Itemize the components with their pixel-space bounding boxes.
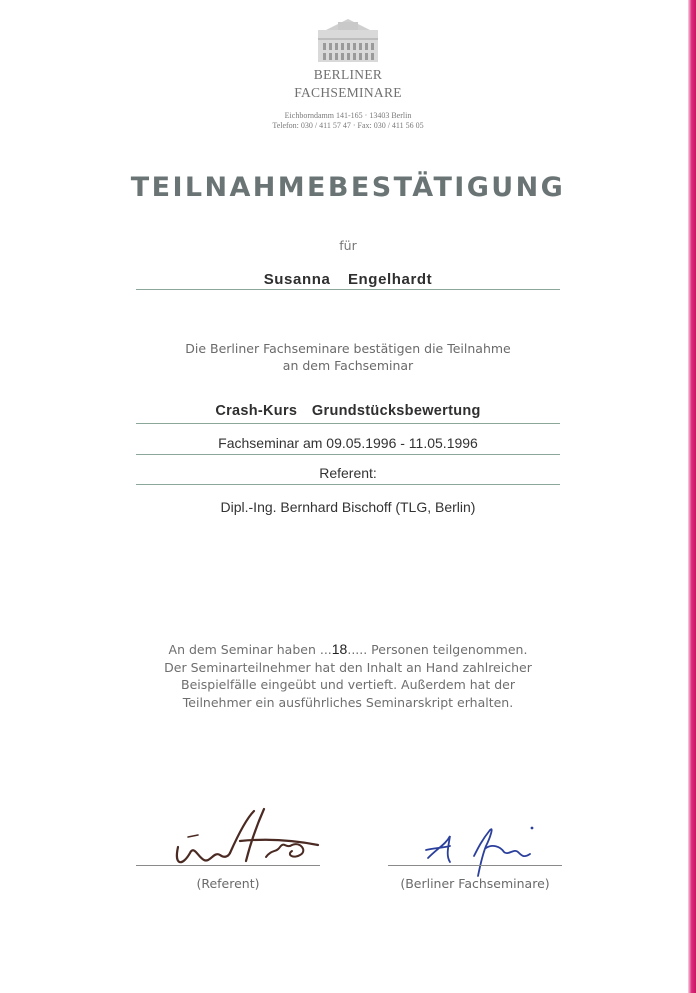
participants-suffix: ..... Personen teilgenommen. xyxy=(347,642,528,657)
referent-rule xyxy=(136,484,560,485)
contact-line: Telefon: 030 / 411 57 47 · Fax: 030 / 411 56 05 xyxy=(272,120,424,130)
referent-name: Dipl.-Ing. Bernhard Bischoff (TLG, Berlin) xyxy=(220,499,476,515)
referent-label: Referent: xyxy=(319,465,377,481)
org-address xyxy=(0,111,696,130)
seminar-dates: Fachseminar am 09.05.1996 - 11.05.1996 xyxy=(218,435,478,451)
course-title: Crash-Kurs Grundstücksbewertung xyxy=(215,403,481,419)
organizer-caption: (Berliner Fachseminare) xyxy=(400,876,550,891)
name-underline xyxy=(136,289,560,290)
building-facade-icon xyxy=(317,18,379,63)
dates-rule xyxy=(136,454,560,455)
organizer-signature xyxy=(420,818,550,878)
participation-paragraph xyxy=(0,641,696,711)
intro-line-2: an dem Fachseminar xyxy=(282,358,414,373)
intro-line-1: Die Berliner Fachseminare bestätigen die Teilnahme xyxy=(185,341,511,356)
participants-count: 18 xyxy=(331,641,348,657)
organizer-signature-line xyxy=(388,865,562,866)
address-line: Eichborndamm 141-165 · 13403 Berlin xyxy=(284,111,412,120)
document-title: TEILNAHMEBESTÄTIGUNG xyxy=(130,172,566,203)
intro-text xyxy=(0,340,696,374)
body-line-4: Teilnehmer ein ausführliches Seminarskript erhalten. xyxy=(182,694,514,710)
participants-line xyxy=(0,641,696,659)
participants-prefix: An dem Seminar haben ... xyxy=(168,642,332,657)
referent-signature-line xyxy=(136,865,320,866)
body-line-2: Der Seminarteilnehmer hat den Inhalt an Hand zahlreicher xyxy=(164,659,532,675)
org-name-line1: BERLINER xyxy=(313,67,383,82)
participant-name: Susanna Engelhardt xyxy=(263,271,433,288)
course-rule xyxy=(136,423,560,424)
for-label: für xyxy=(339,238,357,253)
org-name-line2: FACHSEMINARE xyxy=(294,85,402,100)
referent-caption: (Referent) xyxy=(196,876,260,891)
page-edge-stripe xyxy=(688,0,696,993)
body-line-3: Beispielfälle eingeübt und vertieft. Außerdem hat der xyxy=(181,677,515,692)
